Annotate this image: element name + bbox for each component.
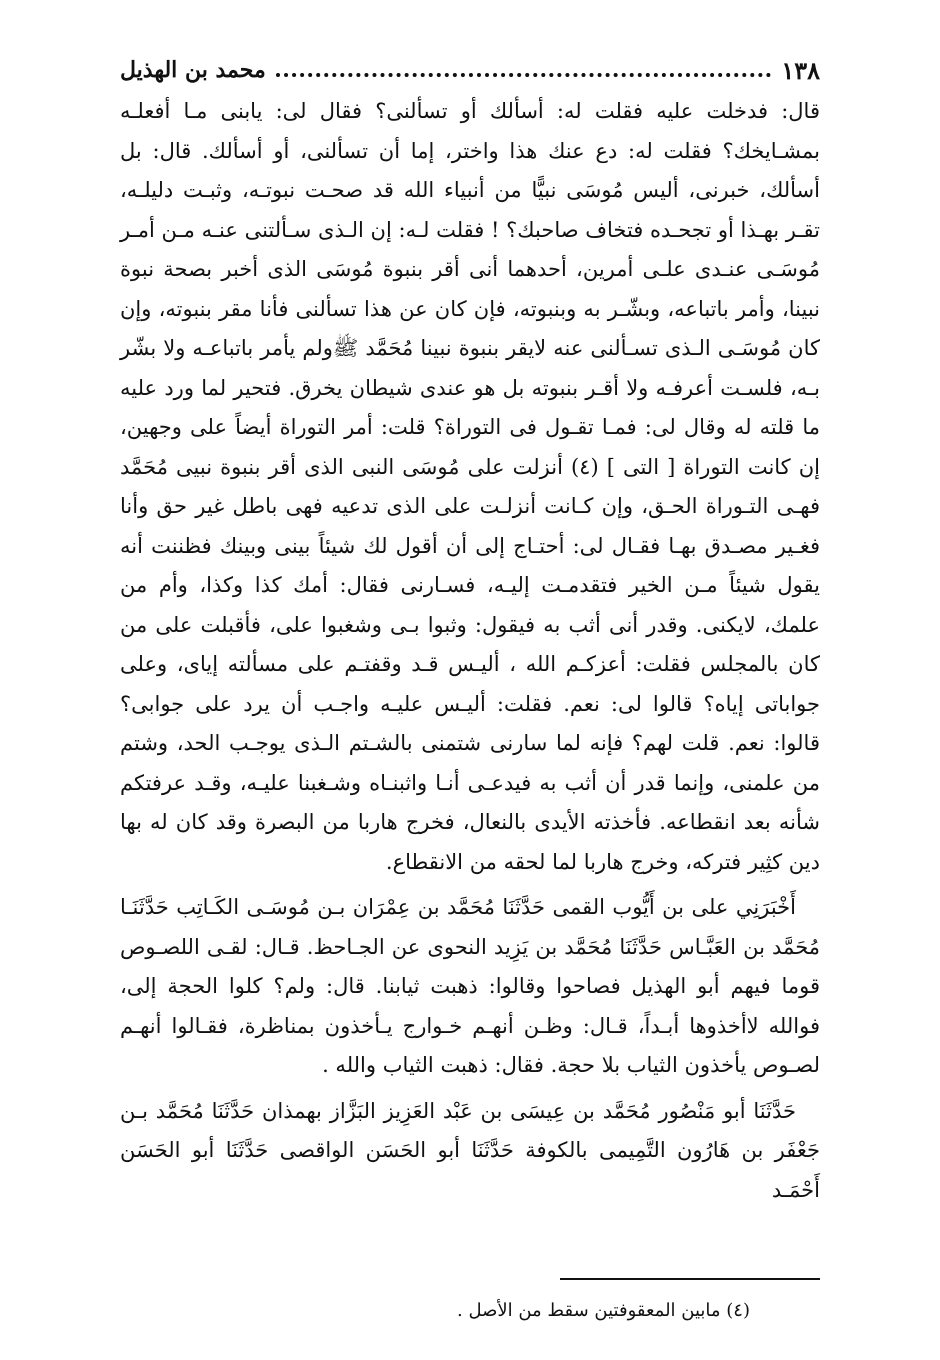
page-number: ١٣٨	[781, 55, 820, 85]
page-header	[120, 50, 820, 90]
header-dotted-leader	[276, 63, 772, 77]
paragraph-3: حَدَّثَنَا أبو مَنْصُور مُحَمَّد بن عِيسَى بن عَبْد العَزِيز البَزَّاز بهمذان حَدَّثَنَا مُحَمَّد بـن جَعْفَر بن هَارُون التَّمِيمى بالكوفة حَدَّثَنَا أبو الحَسَن الواقصى حَدَّثَنَا أبو الحَسَن أَحْمَـد	[120, 1098, 820, 1202]
running-title: محمد بن الهذيل	[120, 57, 266, 83]
paragraph-1: قال: فدخلت عليه فقلت له: أسألك أو تسألنى؟ فقال لى: يابنى مـا أفعلـه بمشـايخك؟ فقلت له: دع عنك هذا واختر، إما أن تسألنى، أو أسألك. قال: بل أسألك، خبرنى، أليس مُوسَى نبيًّا من أنبياء الله قد صحـت نبوتـه، وثبـت دليلـه، تقـر بهـذا أو تجحـده فتخاف صاحبك؟ ! فقلت لـه: إن الـذى سـألتنى عنـه مـن أمـر مُوسَـى عنـدى علـى أمرين، أحدهما أنى أقر بنبوة مُوسَى الذى أخبر بصحة نبوة نبينا، وأمر باتباعه، وبشّـر به وبنبوته، فإن كان عن هذا تسألنى فأنا مقر بنبوته، وإن كان مُوسَـى الـذى تسـألنى عنه لايقر بنبوة نبينا مُحَمَّد ﷺولم يأمر باتباعـه ولا بشّر بـه، فلسـت أعرفـه ولا أقـر بنبوته بل هو عندى شيطان يخرق. فتحير لما ورد عليه ما قلته له وقال لى: فمـا تقـول فى التوراة؟ قلت: أمر التوراة أيضاً على وجهين، إن كانت التوراة [ التى ] (٤) أنزلت على مُوسَى النبى الذى أقر بنبوة نبيى مُحَمَّد فهـى التـوراة الحـق، وإن كـانت أنزلـت على الذى تدعيه فهى باطل غير حق وأنا فغـير مصـدق بهـا فقـال لى: أحتـاج إلى أن أقول لك شيئاً بينى وبينك فظننت أنه يقول شيئاً مـن الخير فتقدمـت إليـه، فسـارنى فقال: أمك كذا وكذا، وأم من علمك، لايكنى. وقدر أنى أثب به فيقول: وثبوا بـى وشغبوا على، فأقبلت على من كان بالمجلس فقلت: أعزكـم الله ، أليـس قـد وقفتـم على مسألته إياى، وعلى جواباتى إياه؟ قالوا لى: نعم. فقلت: أليـس عليـه واجـب أن يرد على جوابى؟ قالوا: نعم. قلت لهم؟ فإنه لما سارنى شتمنى بالشـتم الـذى يوجـب الحد، وشتم من علمنى، وإنما قدر أن أثب به فيدعـى أنـا واثبنـاه وشـغبنا عليـه، وقـد عرفتكم شأنه بعد انقطاعه. فأخذته الأيدى بالنعال، فخرج هاربا من البصرة وقد كان له بها دين كثِير فتركه، وخرج هاربا لما لحقه من الانقطاع.	[120, 99, 821, 874]
footnote: (٤) مابين المعقوفتين سقط من الأصل .	[457, 1300, 750, 1321]
main-text	[120, 92, 820, 1210]
footnote-divider	[560, 1278, 820, 1280]
paragraph-2: أَخْبَرَنِي على بن أَيُّوب القمى حَدَّثَنَا مُحَمَّد بن عِمْرَان بـن مُوسَـى الكَـاتِب حَدَّثَنَـا مُحَمَّد بن العَبَّـاس حَدَّثَنَا مُحَمَّد بن يَزِيد النحوى عن الجـاحظ. قـال: لقـى اللصـوص قوما فيهم أبو الهذيل فصاحوا وقالوا: ذهبت ثيابنا. قال: ولم؟ كلوا الحجة إلى، فوالله لاأخذوها أبـداً، قـال: وظـن أنهـم خـوارج يـأخذون بمناظرة، فقـالوا أنهـم لصـوص يأخذون الثياب بلا حجة. فقال: ذهبت الثياب والله .	[120, 895, 820, 1077]
